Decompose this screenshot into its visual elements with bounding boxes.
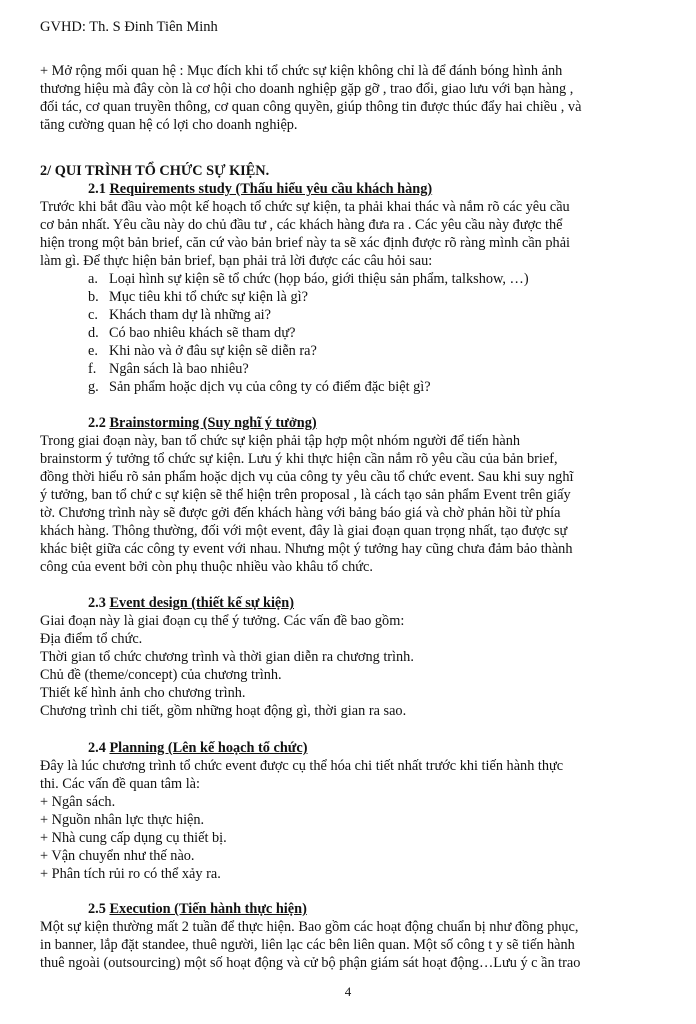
text-line: Đây là lúc chương trình tổ chức event được cụ thể hóa chi tiết nhất trước khi tiến hành thực	[40, 758, 564, 774]
text-line: hiện trong một bản brief, căn cứ vào bản brief này ta sẽ xác định được rõ ràng mình cần phải	[40, 235, 571, 251]
subsection-2-4	[40, 739, 660, 883]
heading-number: 2.2	[88, 415, 106, 431]
subsection-2-3	[40, 594, 660, 720]
list-item	[40, 324, 660, 342]
text-line: brainstorm ý tưởng tổ chức sự kiện. Lưu ý khi thực hiện cần nắm rõ yêu cầu của bản brief,	[40, 451, 558, 467]
page-header: GVHD: Th. S Đinh Tiên Minh	[40, 19, 218, 35]
text-line: làm gì. Để thực hiện bản brief, bạn phải trả lời được các câu hỏi sau:	[40, 253, 433, 269]
list-marker: c.	[88, 307, 98, 323]
text-line: công của event bởi còn phụ thuộc nhiều vào khâu tổ chức.	[40, 559, 373, 575]
list-item	[40, 378, 660, 396]
heading-title: Brainstorming (Suy nghĩ ý tưởng)	[109, 415, 317, 431]
list-text: Có bao nhiêu khách sẽ tham dự?	[109, 325, 296, 341]
text-line: Trong giai đoạn này, ban tổ chức sự kiện phải tập hợp một nhóm người để tiến hành	[40, 433, 521, 449]
heading-number: 2.5	[88, 901, 106, 917]
subsection-heading-2-4	[40, 739, 660, 757]
heading-number: 2.3	[88, 595, 106, 611]
list-marker: e.	[88, 343, 98, 359]
section-2	[40, 162, 660, 396]
list-text: Loại hình sự kiện sẽ tổ chức (họp báo, giới thiệu sản phẩm, talkshow, …)	[109, 271, 529, 287]
text-line: thi. Các vấn đề quan tâm là:	[40, 776, 200, 792]
text-line: ý tưởng, ban tổ chứ c sự kiện sẽ thể hiện trên proposal , là cách tạo sản phẩm Event trên giấy	[40, 487, 571, 503]
list-item	[40, 342, 660, 360]
list-text: Ngân sách là bao nhiêu?	[109, 361, 249, 377]
heading-title: Execution (Tiến hành thực hiện)	[109, 901, 307, 917]
subsection-2-5	[40, 900, 660, 972]
heading-title: Event design (thiết kế sự kiện)	[109, 595, 294, 611]
heading-number: 2.4	[88, 740, 106, 756]
text-line: khách hàng. Thông thường, đối với một event, đây là giai đoạn quan trọng nhất, tạo được sự	[40, 523, 568, 539]
subsection-heading-2-1	[40, 180, 660, 198]
text-line: Chủ đề (theme/concept) của chương trình.	[40, 667, 282, 683]
list-marker: a.	[88, 271, 98, 287]
list-item	[40, 270, 660, 288]
heading-title: Requirements study (Thấu hiểu yêu cầu khách hàng)	[109, 181, 433, 197]
text-line: Trước khi bắt đầu vào một kế hoạch tổ chức sự kiện, ta phải khai thác và nắm rõ các yêu cầu	[40, 199, 570, 215]
text-line: tờ. Chương trình này sẽ được gởi đến khách hàng với bảng báo giá và chờ phản hồi từ phía	[40, 505, 561, 521]
text-line: + Nhà cung cấp dụng cụ thiết bị.	[40, 830, 227, 846]
text-line: + Mở rộng mối quan hệ : Mục đích khi tổ chức sự kiện không chỉ là để đánh bóng hình ảnh	[40, 63, 563, 79]
text-line: + Ngân sách.	[40, 794, 116, 810]
text-line: tăng cường quan hệ có lợi cho doanh nghiệp.	[40, 117, 298, 133]
text-line: Chương trình chi tiết, gồm những hoạt động gì, thời gian ra sao.	[40, 703, 407, 719]
list-marker: d.	[88, 325, 99, 341]
text-line: + Nguồn nhân lực thực hiện.	[40, 812, 205, 828]
text-line: khác biệt giữa các công ty event với nhau. Nhưng một ý tưởng hay cũng chưa đảm bảo thành	[40, 541, 573, 557]
text-line: đối tác, cơ quan truyền thông, cơ quan công quyền, giúp thông tin được thúc đẩy hai chiều , và	[40, 99, 582, 115]
list-text: Mục tiêu khi tổ chức sự kiện là gì?	[109, 289, 308, 305]
text-line: thương hiệu mà đây còn là cơ hội cho doanh nghiệp gặp gỡ , trao đổi, giao lưu với bạn hàng ,	[40, 81, 574, 97]
text-line: in banner, lắp đặt standee, thuê người, liên lạc các bên liên quan. Một số công t y sẽ tiến hành	[40, 937, 575, 953]
text-line: Thiết kế hình ảnh cho chương trình.	[40, 685, 246, 701]
text-line: đồng thời hiểu rõ sản phẩm hoặc dịch vụ của công ty yêu cầu tổ chức event. Sau khi suy nghĩ	[40, 469, 574, 485]
text-line: thuê ngoài (outsourcing) một số hoạt động và cử bộ phận giám sát hoạt động…Lưu ý c ần trao	[40, 955, 581, 971]
intro-paragraph	[40, 62, 660, 134]
subsection-heading-2-5	[40, 900, 660, 918]
list-text: Sản phẩm hoặc dịch vụ của công ty có điểm đặc biệt gì?	[109, 379, 431, 395]
subsection-2-2	[40, 414, 660, 576]
list-text: Khách tham dự là những ai?	[109, 307, 271, 323]
list-item	[40, 306, 660, 324]
list-marker: b.	[88, 289, 99, 305]
heading-number: 2.1	[88, 181, 106, 197]
heading-title: Planning (Lên kế hoạch tổ chức)	[109, 740, 308, 756]
text-line: + Phân tích rủi ro có thể xảy ra.	[40, 866, 221, 882]
text-line: Một sự kiện thường mất 2 tuần để thực hiện. Bao gồm các hoạt động chuẩn bị như đồng phục,	[40, 919, 579, 935]
text-line: + Vận chuyển như thế nào.	[40, 848, 195, 864]
text-line: Địa điểm tổ chức.	[40, 631, 143, 647]
section-title: 2/ QUI TRÌNH TỔ CHỨC SỰ KIỆN.	[40, 163, 270, 179]
text-line: cơ bản nhất. Yêu cầu này do chủ đầu tư , các khách hàng đưa ra . Các yêu cầu này được thể	[40, 217, 563, 233]
subsection-heading-2-3	[40, 594, 660, 612]
subsection-heading-2-2	[40, 414, 660, 432]
list-item	[40, 288, 660, 306]
page-number: 4	[344, 984, 352, 999]
list-text: Khi nào và ở đâu sự kiện sẽ diễn ra?	[109, 343, 317, 359]
list-marker: f.	[88, 361, 97, 377]
list-marker: g.	[88, 379, 99, 395]
text-line: Thời gian tổ chức chương trình và thời gian diễn ra chương trình.	[40, 649, 414, 665]
text-line: Giai đoạn này là giai đoạn cụ thể ý tưởng. Các vấn đề bao gồm:	[40, 613, 405, 629]
list-item	[40, 360, 660, 378]
